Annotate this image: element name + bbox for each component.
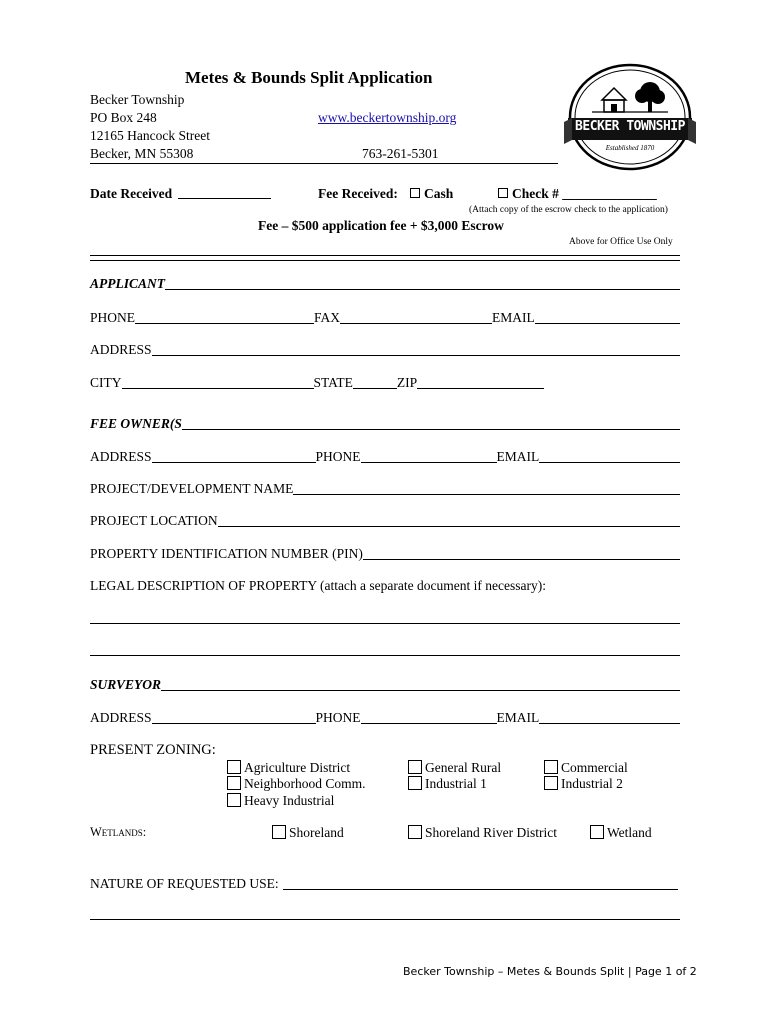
zoning-checkbox[interactable] bbox=[544, 760, 558, 774]
applicant-zip-label: ZIP bbox=[396, 375, 418, 390]
zoning-checkbox[interactable] bbox=[227, 760, 241, 774]
project-name-row bbox=[90, 479, 680, 497]
surveyor-email-field[interactable] bbox=[539, 723, 680, 724]
city-state-zip: Becker, MN 55308 bbox=[90, 146, 194, 161]
requested-use-line-2[interactable] bbox=[90, 919, 680, 920]
office-use-note: Above for Office Use Only bbox=[569, 237, 673, 247]
applicant-city-row bbox=[90, 373, 544, 391]
applicant-email-label: EMAIL bbox=[492, 310, 535, 325]
org-name: Becker Township bbox=[90, 92, 185, 107]
fee-owner-heading: FEE OWNER(S bbox=[90, 416, 182, 431]
project-location-row bbox=[90, 511, 680, 529]
applicant-zip-field[interactable] bbox=[417, 388, 544, 389]
project-name-label: PROJECT/DEVELOPMENT NAME bbox=[90, 481, 294, 496]
surveyor-address-label: ADDRESS bbox=[90, 710, 152, 725]
wetlands-option-shoreland[interactable] bbox=[272, 825, 344, 841]
township-house-tree-logo-icon bbox=[562, 62, 698, 172]
applicant-address-label: ADDRESS bbox=[90, 342, 152, 357]
applicant-name-field[interactable] bbox=[165, 289, 680, 290]
project-location-field[interactable] bbox=[218, 526, 680, 527]
street-address: 12165 Hancock Street bbox=[90, 128, 210, 143]
project-name-field[interactable] bbox=[293, 494, 680, 495]
fee-owner-phone-label: PHONE bbox=[315, 449, 361, 464]
legal-description-line-2[interactable] bbox=[90, 655, 680, 656]
zoning-option-commercial[interactable] bbox=[544, 760, 628, 776]
applicant-fax-label: FAX bbox=[314, 310, 341, 325]
applicant-phone-field[interactable] bbox=[135, 323, 314, 324]
wetlands-option-wetland[interactable] bbox=[590, 825, 652, 841]
fee-owner-email-label: EMAIL bbox=[496, 449, 540, 464]
applicant-email-field[interactable] bbox=[535, 323, 680, 324]
applicant-city-field[interactable] bbox=[122, 388, 314, 389]
zoning-option-label: Agriculture District bbox=[244, 760, 351, 775]
township-logo bbox=[562, 62, 698, 172]
wetlands-label: Wetlands: bbox=[90, 825, 147, 839]
surveyor-phone-field[interactable] bbox=[361, 723, 497, 724]
cash-checkbox[interactable] bbox=[410, 188, 420, 198]
cash-label: Cash bbox=[424, 186, 454, 201]
fee-owner-name-field[interactable] bbox=[182, 429, 680, 430]
zoning-option-label: Heavy Industrial bbox=[244, 793, 335, 808]
applicant-state-field[interactable] bbox=[353, 388, 397, 389]
zoning-checkbox[interactable] bbox=[227, 793, 241, 807]
fee-owner-row bbox=[90, 414, 680, 432]
zoning-option-industrial-2[interactable] bbox=[544, 776, 623, 792]
wetlands-option-label: Shoreland bbox=[289, 825, 344, 840]
check-option[interactable] bbox=[498, 186, 657, 202]
date-received-field[interactable] bbox=[178, 198, 271, 199]
fee-received-label: Fee Received: bbox=[318, 186, 398, 201]
fee-owner-email-field[interactable] bbox=[539, 462, 680, 463]
applicant-state-label: STATE bbox=[313, 375, 353, 390]
applicant-fax-field[interactable] bbox=[340, 323, 492, 324]
wetlands-checkbox[interactable] bbox=[590, 825, 604, 839]
surveyor-heading: SURVEYOR bbox=[90, 677, 162, 692]
cash-option[interactable] bbox=[410, 186, 453, 202]
surveyor-phone-label: PHONE bbox=[315, 710, 361, 725]
po-box: PO Box 248 bbox=[90, 110, 157, 125]
surveyor-address-field[interactable] bbox=[152, 723, 316, 724]
header-rule bbox=[90, 163, 558, 164]
requested-use-row bbox=[90, 874, 678, 892]
zoning-option-label: Industrial 1 bbox=[425, 776, 487, 791]
requested-use-field[interactable] bbox=[283, 889, 678, 890]
fee-owner-address-field[interactable] bbox=[152, 462, 316, 463]
phone-number: 763-261-5301 bbox=[362, 146, 439, 161]
zoning-checkbox[interactable] bbox=[544, 776, 558, 790]
surveyor-email-label: EMAIL bbox=[496, 710, 540, 725]
check-checkbox[interactable] bbox=[498, 188, 508, 198]
zoning-option-label: Neighborhood Comm. bbox=[244, 776, 366, 791]
zoning-checkbox[interactable] bbox=[408, 760, 422, 774]
logo-text: BECKER TOWNSHIP bbox=[575, 119, 685, 134]
wetlands-checkbox[interactable] bbox=[408, 825, 422, 839]
project-location-label: PROJECT LOCATION bbox=[90, 513, 218, 528]
zoning-option-label: Industrial 2 bbox=[561, 776, 623, 791]
wetlands-option-shoreland-river[interactable] bbox=[408, 825, 557, 841]
surveyor-contact-row bbox=[90, 708, 680, 726]
requested-use-label: NATURE OF REQUESTED USE: bbox=[90, 876, 279, 891]
zoning-option-agriculture[interactable] bbox=[227, 760, 350, 776]
check-label: Check # ______________ bbox=[512, 186, 657, 201]
logo-subtext: Established 1870 bbox=[605, 144, 655, 152]
zoning-option-general-rural[interactable] bbox=[408, 760, 501, 776]
pin-field[interactable] bbox=[363, 559, 680, 560]
surveyor-name-field[interactable] bbox=[161, 690, 680, 691]
pin-row bbox=[90, 544, 680, 562]
wetlands-option-label: Shoreland River District bbox=[425, 825, 557, 840]
zoning-option-industrial-1[interactable] bbox=[408, 776, 487, 792]
zoning-option-label: General Rural bbox=[425, 760, 502, 775]
attach-note: (Attach copy of the escrow check to the application) bbox=[469, 205, 668, 215]
applicant-address-row bbox=[90, 340, 680, 358]
zoning-option-heavy-industrial[interactable] bbox=[227, 793, 334, 809]
applicant-address-field[interactable] bbox=[152, 355, 680, 356]
website-link[interactable]: www.beckertownship.org bbox=[318, 110, 457, 125]
legal-description-label: LEGAL DESCRIPTION OF PROPERTY (attach a separate document if necessary): bbox=[90, 578, 546, 593]
applicant-phone-label: PHONE bbox=[90, 310, 136, 325]
wetlands-option-label: Wetland bbox=[607, 825, 652, 840]
applicant-heading: APPLICANT bbox=[90, 276, 166, 291]
page-footer: Becker Township – Metes & Bounds Split | Page 1 of 2 bbox=[403, 965, 697, 978]
fee-owner-contact-row bbox=[90, 447, 680, 465]
applicant-contact-row bbox=[90, 308, 680, 326]
zoning-checkbox[interactable] bbox=[227, 776, 241, 790]
surveyor-row bbox=[90, 675, 680, 693]
present-zoning-label: PRESENT ZONING: bbox=[90, 742, 216, 758]
legal-description-line-1[interactable] bbox=[90, 623, 680, 624]
page-title: Metes & Bounds Split Application bbox=[185, 68, 433, 87]
section-separator bbox=[90, 255, 680, 261]
zoning-checkbox[interactable] bbox=[408, 776, 422, 790]
zoning-option-label: Commercial bbox=[561, 760, 628, 775]
applicant-row bbox=[90, 274, 680, 292]
pin-label: PROPERTY IDENTIFICATION NUMBER (PIN) bbox=[90, 546, 363, 561]
date-received-label: Date Received bbox=[90, 186, 173, 201]
zoning-option-neighborhood[interactable] bbox=[227, 776, 366, 792]
fee-note: Fee – $500 application fee + $3,000 Escrow bbox=[258, 218, 504, 233]
applicant-city-label: CITY bbox=[90, 375, 122, 390]
fee-owner-phone-field[interactable] bbox=[361, 462, 497, 463]
wetlands-checkbox[interactable] bbox=[272, 825, 286, 839]
fee-owner-address-label: ADDRESS bbox=[90, 449, 152, 464]
